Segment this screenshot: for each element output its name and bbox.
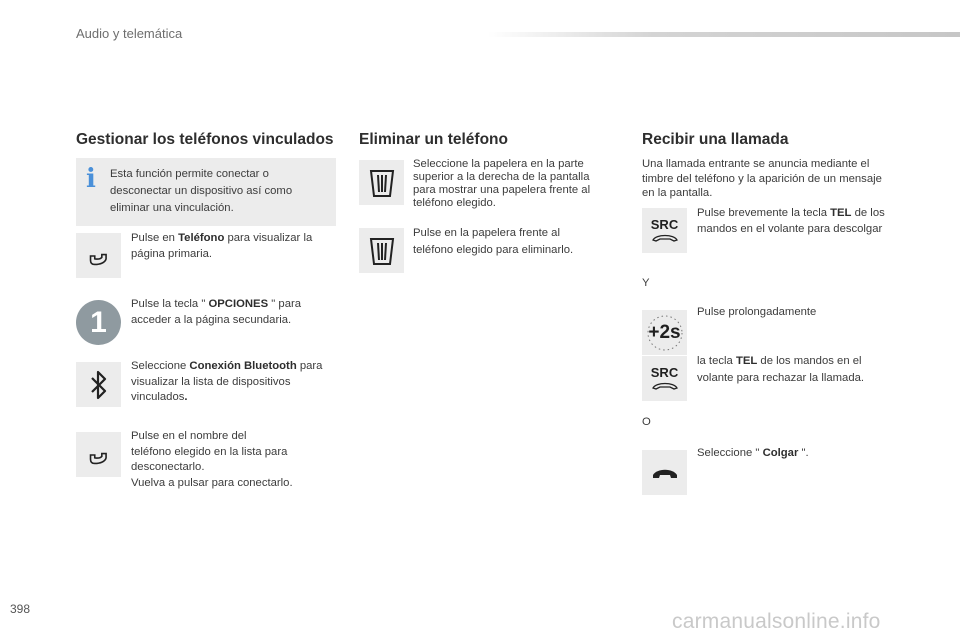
step-number-badge: 1 (76, 300, 121, 345)
step-options-text: Pulse la tecla " OPCIONES " para acceder a la página secundaria. (131, 298, 302, 326)
step-bluetooth-text: Seleccione Conexión Bluetooth para visualizar la lista de dispositivos vinculados. (131, 360, 323, 403)
info-icon: i (86, 164, 96, 194)
info-text: Esta función permite conectar o desconectar un dispositivo así como eliminar una vinculación. (110, 168, 293, 214)
bluetooth-icon (76, 362, 121, 407)
step-phone-text: Pulse en Teléfono para visualizar la página primaria. (131, 232, 313, 260)
hold-2s-label: +2s (648, 321, 681, 343)
page-number: 398 (10, 602, 31, 616)
col3-title: Recibir una llamada (642, 131, 789, 148)
section-title: Audio y telemática (76, 26, 183, 41)
src-key-icon (642, 208, 687, 253)
col1-title: Gestionar los teléfonos vinculados (76, 131, 334, 148)
step-hangup-text: Seleccione " Colgar ". (697, 447, 809, 459)
trash-icon (359, 160, 404, 205)
step-answer-text: Pulse brevemente la tecla TEL de los mandos en el volante para descolgar (697, 207, 885, 235)
step-trash-text-2: Pulse en la papelera frente al teléfono elegido para eliminarlo. (413, 227, 574, 256)
trash-icon (359, 228, 404, 273)
header-divider (488, 32, 960, 37)
hang-up-icon (642, 450, 687, 495)
step-hold-text: Pulse prolongadamente (697, 306, 817, 318)
separator-o: O (642, 416, 651, 428)
hold-2s-icon (642, 310, 687, 355)
src-key-label: SRC (650, 217, 679, 232)
step-disconnect-text: Pulse en el nombre del teléfono elegido en la lista para desconectarlo. Vuelva a pulsar para conectarlo. (131, 430, 293, 489)
src-key-label: SRC (650, 365, 679, 380)
watermark: carmanualsonline.info (672, 610, 881, 633)
step-reject-text: la tecla TEL de los mandos en el volante para rechazar la llamada. (697, 355, 865, 384)
phone-icon (76, 233, 121, 278)
call-intro-text: Una llamada entrante se anuncia mediante el timbre del teléfono y la aparición de un mensaje en la pantalla. (642, 158, 882, 199)
separator-y: Y (642, 277, 650, 289)
phone-icon (76, 432, 121, 477)
step-trash-text-1: Seleccione la papelera en la parte superior a la derecha de la pantalla para mostrar una papelera frente al teléfono elegido. (413, 158, 591, 209)
src-key-icon (642, 356, 687, 401)
col2-title: Eliminar un teléfono (359, 131, 508, 148)
